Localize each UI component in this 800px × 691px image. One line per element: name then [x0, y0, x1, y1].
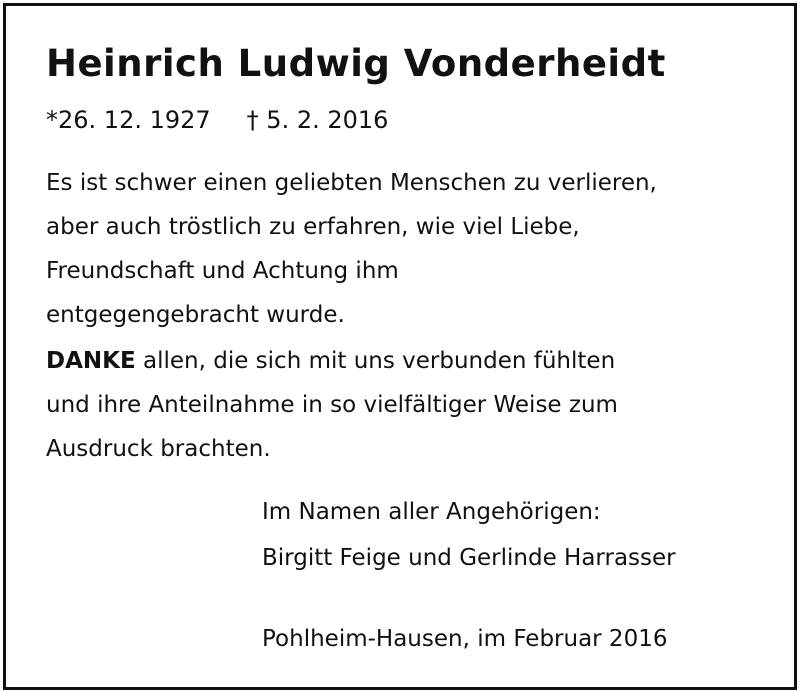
thanks-emphasis: DANKE	[46, 348, 136, 374]
place-and-date: Pohlheim-Hausen, im Februar 2016	[262, 626, 668, 652]
death-date: † 5. 2. 2016	[246, 106, 389, 134]
life-dates	[46, 106, 388, 134]
birth-date: *26. 12. 1927	[46, 106, 211, 134]
paragraph-line: Es ist schwer einen geliebten Menschen zu verlieren,	[46, 170, 657, 196]
paragraph-line	[46, 339, 618, 383]
deceased-name: Heinrich Ludwig Vonderheidt	[46, 42, 666, 85]
signature-names: Birgitt Feige und Gerlinde Harrasser	[262, 545, 676, 571]
thanks-paragraph	[46, 339, 618, 471]
obituary-notice	[3, 3, 797, 690]
condolence-paragraph	[46, 161, 657, 337]
paragraph-line: entgegengebracht wurde.	[46, 302, 345, 328]
paragraph-line: Freundschaft und Achtung ihm	[46, 258, 399, 284]
thanks-line-rest: allen, die sich mit uns verbunden fühlten	[135, 348, 616, 374]
paragraph-line: aber auch tröstlich zu erfahren, wie viel Liebe,	[46, 214, 580, 240]
paragraph-line: Ausdruck brachten.	[46, 436, 271, 462]
signature-intro: Im Namen aller Angehörigen:	[262, 499, 601, 525]
paragraph-line: und ihre Anteilnahme in so vielfältiger Weise zum	[46, 392, 618, 418]
